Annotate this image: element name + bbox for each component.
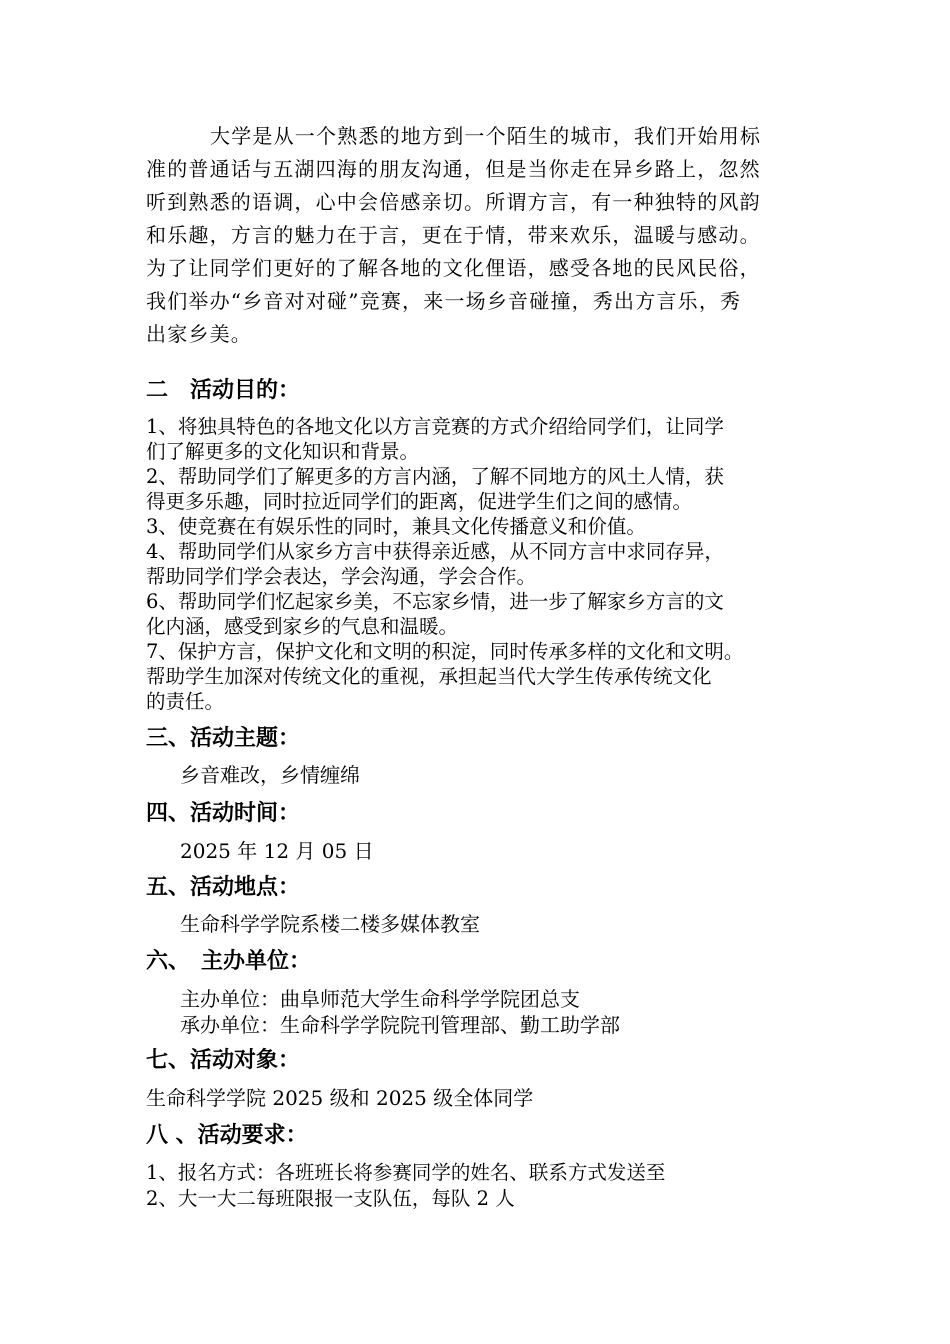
- host-text: 主办单位：曲阜师范大学生命科学学院团总支: [180, 987, 580, 1011]
- section-heading-purpose: 二 活动目的：: [146, 378, 301, 403]
- purpose-line: 2、帮助同学们了解更多的方言内涵，了解不同地方的风土人情，获: [146, 465, 724, 488]
- purpose-line: 化内涵，感受到家乡的气息和温暖。: [146, 615, 459, 638]
- intro-line: 和乐趣，方言的魅力在于言，更在于情，带来欢乐，温暖与感动。: [146, 223, 761, 247]
- organizer-text: 承办单位：生命科学学院院刊管理部、勤工助学部: [180, 1013, 620, 1037]
- section-heading-time: 四、活动时间：: [146, 801, 301, 826]
- location-text: 生命科学学院系楼二楼多媒体教室: [180, 912, 480, 936]
- requirement-line: 1、报名方式：各班班长将参赛同学的姓名、联系方式发送至: [146, 1161, 666, 1184]
- purpose-line: 1、将独具特色的各地文化以方言竞赛的方式介绍给同学们，让同学: [146, 415, 724, 438]
- purpose-line: 4、帮助同学们从家乡方言中获得亲近感，从不同方言中求同存异，: [146, 540, 724, 563]
- intro-line: 出家乡美。: [146, 322, 252, 346]
- theme-text: 乡音难改，乡情缠绵: [180, 763, 360, 787]
- participants-text: 生命科学学院 2025 级和 2025 级全体同学: [146, 1086, 534, 1110]
- section-heading-theme: 三、活动主题：: [146, 726, 301, 751]
- purpose-line: 帮助同学们学会表达，学会沟通，学会合作。: [146, 565, 537, 588]
- purpose-line: 的责任。: [146, 690, 225, 713]
- requirement-line: 2、大一大二每班限报一支队伍，每队 2 人: [146, 1187, 515, 1210]
- section-heading-participants: 七、活动对象：: [146, 1048, 301, 1073]
- section-heading-requirements: 八 、活动要求：: [146, 1123, 308, 1148]
- intro-line: 我们举办“乡音对对碰”竞赛，来一场乡音碰撞，秀出方言乐，秀: [146, 289, 742, 313]
- purpose-line: 6、帮助同学们忆起家乡美，不忘家乡情，进一步了解家乡方言的文: [146, 590, 724, 613]
- intro-line: 大学是从一个熟悉的地方到一个陌生的城市，我们开始用标: [210, 124, 762, 148]
- purpose-line: 得更多乐趣，同时拉近同学们的距离，促进学生们之间的感情。: [146, 490, 693, 513]
- intro-line: 准的普通话与五湖四海的朋友沟通，但是当你走在异乡路上，忽然: [146, 157, 761, 181]
- intro-line: 为了让同学们更好的了解各地的文化俚语，感受各地的民风民俗，: [146, 256, 761, 280]
- section-heading-location: 五、活动地点：: [146, 875, 301, 900]
- purpose-line: 们了解更多的文化知识和背景。: [146, 440, 420, 463]
- purpose-line: 帮助学生加深对传统文化的重视，承担起当代大学生传承传统文化: [146, 665, 712, 688]
- purpose-line: 7、保护方言，保护文化和文明的积淀，同时传承多样的文化和文明。: [146, 640, 744, 663]
- intro-line: 听到熟悉的语调，心中会倍感亲切。所谓方言，有一种独特的风韵: [146, 190, 761, 214]
- section-heading-organizers: 六、 主办单位：: [146, 949, 312, 974]
- purpose-line: 3、使竞赛在有娱乐性的同时，兼具文化传播意义和价值。: [146, 515, 646, 538]
- time-text: 2025 年 12 月 05 日: [180, 839, 374, 863]
